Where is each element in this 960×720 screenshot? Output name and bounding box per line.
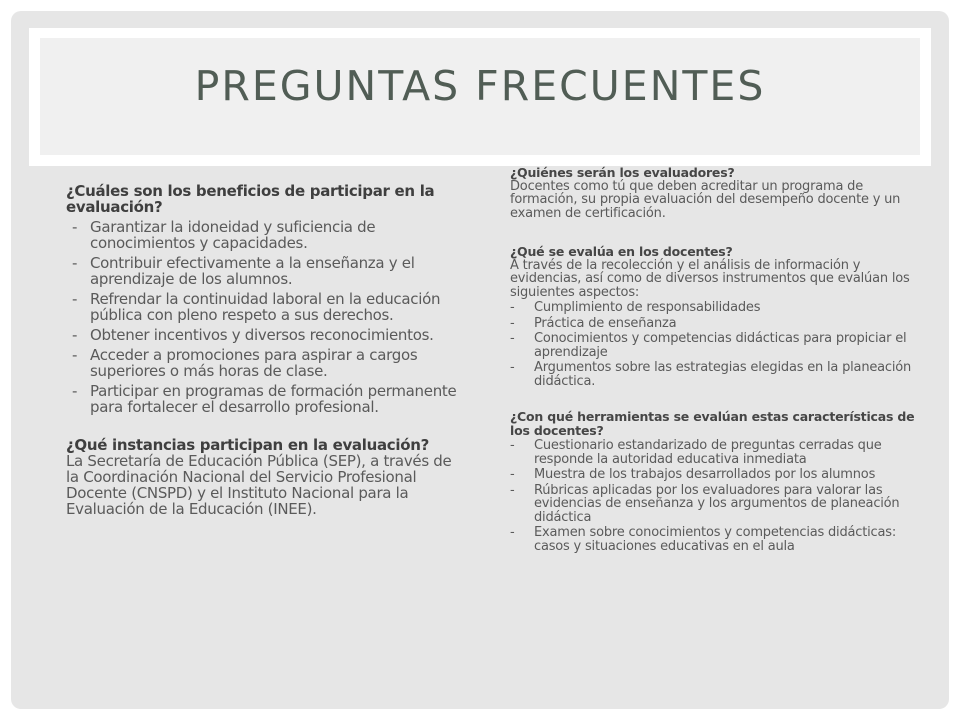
question-evaluators: ¿Quiénes serán los evaluadores? [510, 165, 735, 180]
list-item: - Práctica de enseñanza [510, 317, 916, 331]
list-item: - Examen sobre conocimientos y competencias didácticas: casos y situaciones educativas en el aula [510, 526, 916, 553]
list-item: - Contribuir efectivamente a la enseñanza y el aprendizaje de los alumnos. [66, 255, 464, 287]
list-item: - Garantizar la idoneidad y suficiencia de conocimientos y capacidades. [66, 219, 464, 251]
list-item: - Cuestionario estandarizado de preguntas cerradas que responde la autoridad educativa inmediata [510, 439, 916, 466]
list-item: - Conocimientos y competencias didácticas para propiciar el aprendizaje [510, 332, 916, 359]
left-column [66, 183, 464, 517]
list-item: - Argumentos sobre las estrategias elegidas en la planeación didáctica. [510, 361, 916, 388]
page-title: PREGUNTAS FRECUENTES [194, 62, 766, 110]
list-item: - Obtener incentivos y diversos reconocimientos. [66, 327, 464, 343]
question-tools: ¿Con qué herramientas se evalúan estas características de los docentes? [510, 409, 915, 438]
tools-list [510, 439, 916, 553]
benefits-list [66, 219, 464, 415]
list-item: - Cumplimiento de responsabilidades [510, 301, 916, 315]
evaluated-aspects-list [510, 301, 916, 388]
question-instances: ¿Qué instancias participan en la evaluación? [66, 436, 430, 454]
answer-evaluators: Docentes como tú que deben acreditar un programa de formación, su propia evaluación del desempeño docente y un examen de certificación. [510, 178, 901, 221]
list-item: - Refrendar la continuidad laboral en la educación pública con pleno respeto a sus derechos. [66, 291, 464, 323]
right-column [510, 166, 916, 553]
list-item: - Acceder a promociones para aspirar a cargos superiores o más horas de clase. [66, 347, 464, 379]
answer-evaluated-intro: A través de la recolección y el análisis de información y evidencias, así como de diversos instrumentos que evalúan los siguientes aspectos: [510, 257, 910, 300]
question-benefits: ¿Cuáles son los beneficios de participar en la evaluación? [66, 182, 435, 216]
list-item: - Rúbricas aplicadas por los evaluadores para valorar las evidencias de enseñanza y los argumentos de planeación didáctica [510, 484, 916, 525]
list-item: - Muestra de los trabajos desarrollados por los alumnos [510, 468, 916, 482]
list-item: - Participar en programas de formación permanente para fortalecer el desarrollo profesional. [66, 383, 464, 415]
answer-instances: La Secretaría de Educación Pública (SEP), a través de la Coordinación Nacional del Servicio Profesional Docente (CNSPD) y el Instituto Nacional para la Evaluación de la Educación (INEE). [66, 452, 452, 518]
question-evaluated: ¿Qué se evalúa en los docentes? [510, 244, 733, 259]
